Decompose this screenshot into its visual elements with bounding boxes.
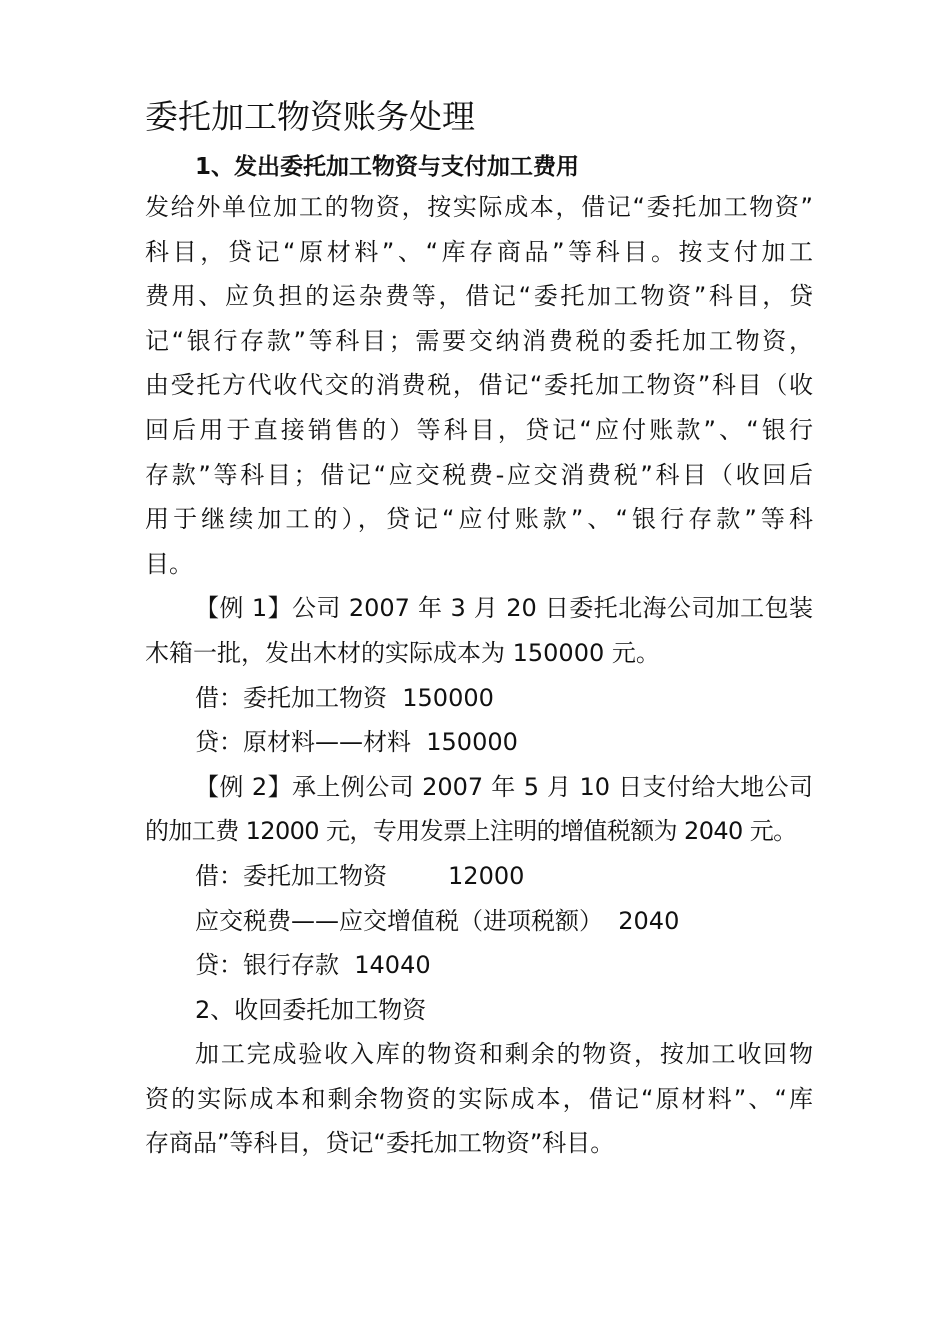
paragraph-line: 资的实际成本和剩余物资的实际成本，借记“原材料”、“库	[145, 1084, 813, 1113]
paragraph-line: 回后用于直接销售的）等科目，贷记“应付账款”、“银行	[145, 415, 813, 444]
paragraph-line: 发给外单位加工的物资，按实际成本，借记“委托加工物资”	[145, 193, 813, 221]
paragraph-line: 用于继续加工的），贷记“应付账款”、“银行存款”等科	[145, 505, 813, 534]
paragraph-line: 存商品”等科目，贷记“委托加工物资”科目。	[145, 1129, 615, 1158]
example-line: 【例 2】承上例公司 2007 年 5 月 10 日支付给大地公司	[195, 772, 813, 801]
journal-entry-credit: 贷：银行存款 14040	[195, 951, 431, 980]
example-line: 【例 1】公司 2007 年 3 月 20 日委托北海公司加工包装	[195, 594, 813, 623]
section-1-paragraph	[145, 185, 813, 586]
paragraph-line: 存款”等科目；借记“应交税费-应交消费税”科目（收回后	[145, 460, 813, 489]
example-line: 的加工费 12000 元，专用发票上注明的增值税额为 2040 元。	[145, 817, 797, 846]
example-2	[145, 765, 813, 988]
paragraph-line: 目。	[145, 549, 193, 578]
journal-entry-debit: 借：委托加工物资 150000	[195, 683, 494, 712]
paragraph-line: 由受托方代收代交的消费税，借记“委托加工物资”科目（收	[145, 371, 813, 400]
journal-entry-debit: 借：委托加工物资 12000	[195, 861, 525, 890]
document-page	[145, 93, 813, 1166]
journal-entry-credit: 贷：原材料——材料 150000	[195, 728, 518, 757]
paragraph-line: 记“银行存款”等科目；需要交纳消费税的委托加工物资，	[145, 326, 813, 355]
journal-entry-debit-tax: 应交税费——应交增值税（进项税额） 2040	[195, 906, 680, 935]
section-2-paragraph	[145, 1032, 813, 1166]
example-line: 木箱一批，发出木材的实际成本为 150000 元。	[145, 638, 660, 667]
section-heading-1: 1、发出委托加工物资与支付加工费用	[195, 154, 580, 180]
paragraph-line: 加工完成验收入库的物资和剩余的物资，按加工收回物	[195, 1040, 813, 1069]
example-1	[145, 586, 813, 764]
section-heading-2: 2、收回委托加工物资	[195, 995, 427, 1024]
paragraph-line: 科目，贷记“原材料”、“库存商品”等科目。按支付加工	[145, 237, 813, 266]
paragraph-line: 费用、应负担的运杂费等，借记“委托加工物资”科目，贷	[145, 282, 813, 311]
document-title: 委托加工物资账务处理	[145, 97, 475, 136]
